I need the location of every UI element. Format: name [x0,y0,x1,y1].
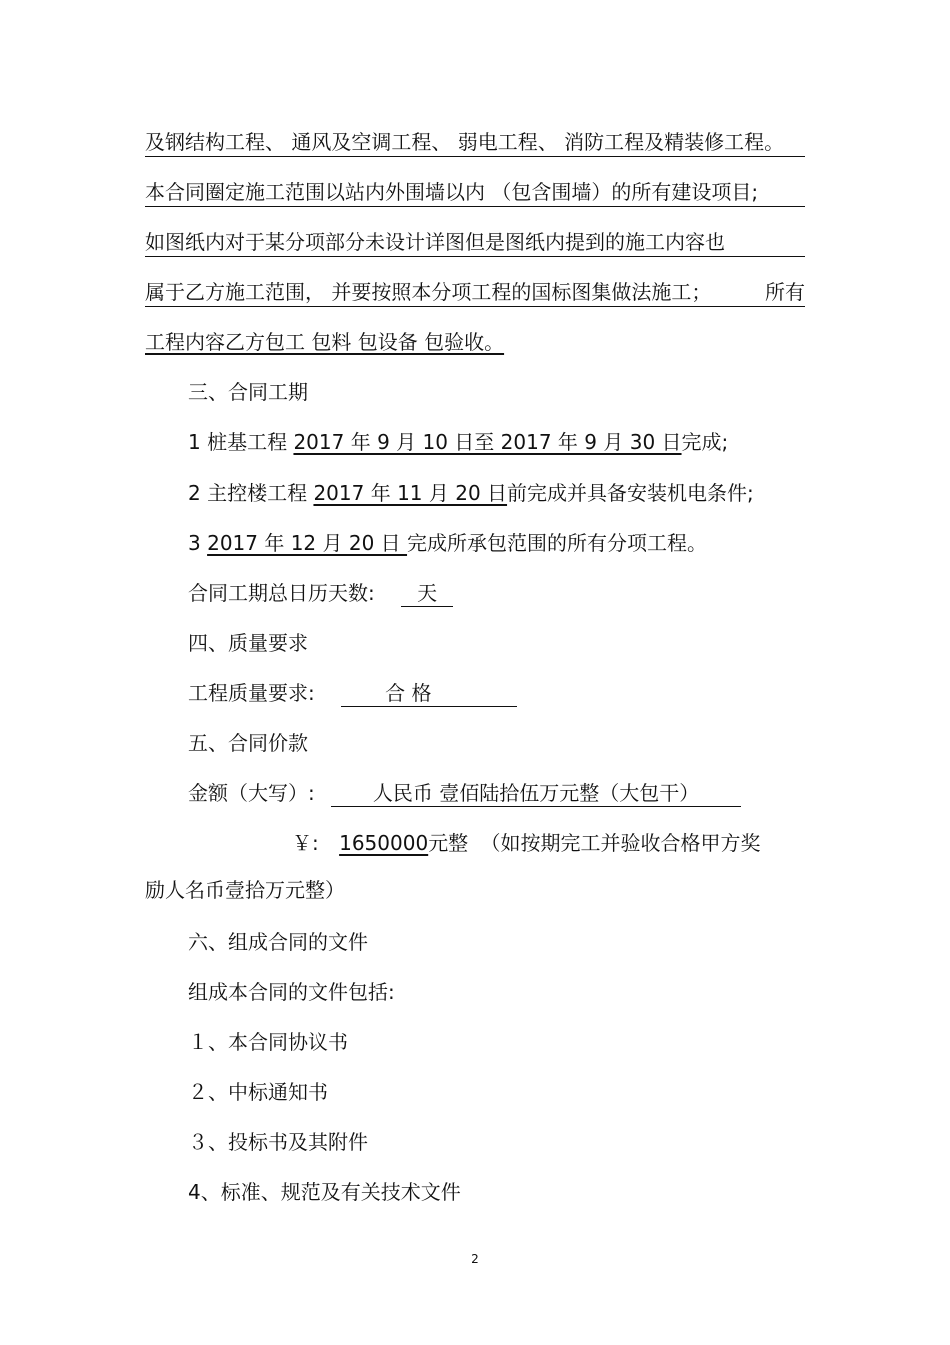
scope-line-2: 本合同圈定施工范围以站内外围墙以内 （包含围墙）的所有建设项目; [145,178,805,207]
price-bonus-continued: 励人名币壹拾万元整） [145,878,345,902]
page-number: 2 [471,1252,479,1266]
scope-line-4 [145,278,805,307]
scope-line-4-main: 属于乙方施工范围， 并要按照本分项工程的国标图集做法施工； [145,280,712,304]
price-amount-words [188,779,848,807]
documents-item: ３、投标书及其附件 [188,1130,368,1154]
period-item-3-label: 3 [188,531,208,555]
quality-requirement [188,679,848,707]
price-yen-unit: 元整 [428,831,469,855]
price-yen-label: ￥: [292,831,319,855]
price-yen-value: 1650000 [339,831,429,855]
period-total [188,579,848,607]
section-heading-quality: 四、质量要求 [188,631,308,655]
section-heading-price: 五、合同价款 [188,731,308,755]
period-item-2-label: 2 主控楼工程 [188,481,314,505]
period-item-2-date: 2017 年 11 月 20 日 [313,481,508,505]
quality-value [341,680,517,707]
quality-value-text: 合 格 [385,681,432,705]
price-amount-value: 人民币 壹佰陆拾伍万元整（大包干） [331,780,741,807]
scope-line-5-text: 工程内容乙方包工 包料 包设备 包验收。 [145,330,505,354]
documents-item: 4、标准、规范及有关技术文件 [188,1180,461,1204]
period-item-3-date: 2017 年 12 月 20 日 [207,531,408,555]
documents-item: １、本合同协议书 [188,1030,348,1054]
period-total-value: 天 [401,580,453,607]
period-item-1-label: 1 桩基工程 [188,430,294,454]
period-item-1 [188,428,848,456]
period-item-2 [188,479,848,507]
section-heading-period: 三、合同工期 [188,380,308,404]
period-total-label: 合同工期总日历天数: [188,581,375,605]
period-item-3-suffix: 完成所承包范围的所有分项工程。 [407,531,708,555]
scope-line-4-end: 所有 [765,280,805,304]
section-heading-documents: 六、组成合同的文件 [188,930,368,954]
price-bonus: （如按期完工并验收合格甲方奖 [480,831,761,855]
price-amount-label: 金额（大写）: [188,781,315,805]
scope-line-3: 如图纸内对于某分项部分未设计详图但是图纸内提到的施工内容也 [145,228,805,257]
quality-label: 工程质量要求: [188,681,315,705]
documents-item: ２、中标通知书 [188,1080,328,1104]
period-item-2-suffix: 前完成并具备安装机电条件; [507,481,754,505]
period-item-1-suffix: 完成; [681,430,729,454]
period-item-3 [188,529,848,557]
period-item-1-date: 2017 年 9 月 10 日至 2017 年 9 月 30 日 [293,430,682,454]
price-amount-figures [292,829,792,857]
scope-line-1: 及钢结构工程、 通风及空调工程、 弱电工程、 消防工程及精装修工程。 [145,128,805,157]
scope-line-5 [145,328,805,356]
documents-intro: 组成本合同的文件包括: [188,980,395,1004]
